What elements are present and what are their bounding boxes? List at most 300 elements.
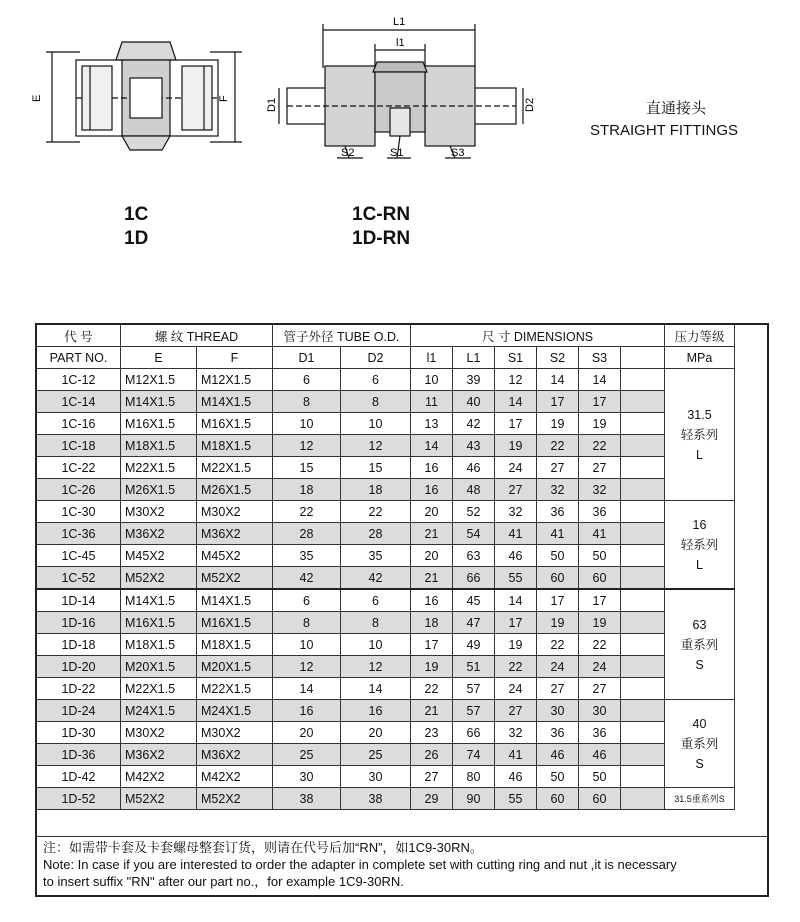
- cell-l1: 48: [453, 479, 495, 501]
- cell-l1: 80: [453, 766, 495, 788]
- cell-s3: 46: [579, 744, 621, 766]
- dim-f-label: F: [218, 95, 230, 102]
- cell-blank: [621, 766, 665, 788]
- cell-d1: 15: [273, 457, 341, 479]
- cell-f: M36X2: [197, 523, 273, 545]
- note-box: [36, 836, 768, 896]
- cell-l1: 13: [411, 413, 453, 435]
- cell-s3: 17: [579, 589, 621, 612]
- cell-s1: 12: [495, 369, 537, 391]
- pressure-series-cn: 重系列: [680, 736, 719, 751]
- pressure-value: 63: [692, 617, 707, 632]
- cell-e: M20X1.5: [121, 656, 197, 678]
- cell-s2: 14: [537, 369, 579, 391]
- cell-l1: 39: [453, 369, 495, 391]
- model-1c: 1C: [124, 204, 149, 225]
- cell-s1: 27: [495, 479, 537, 501]
- header-row-2: [37, 347, 735, 369]
- cell-blank: [621, 501, 665, 523]
- cell-e: M45X2: [121, 545, 197, 567]
- pressure-group-cell: [665, 501, 735, 590]
- table-row: [37, 656, 735, 678]
- cell-e: M42X2: [121, 766, 197, 788]
- table-row: [37, 457, 735, 479]
- cell-part: 1D-16: [37, 612, 121, 634]
- cell-part: 1D-24: [37, 700, 121, 722]
- cell-e: M52X2: [121, 788, 197, 810]
- dim-d2-label: D2: [524, 97, 536, 112]
- table-row: [37, 788, 735, 810]
- cell-d2: 8: [341, 391, 411, 413]
- table-row: [37, 435, 735, 457]
- cell-f: M16X1.5: [197, 413, 273, 435]
- cell-d1: 28: [273, 523, 341, 545]
- cell-d2: 6: [341, 589, 411, 612]
- cell-l1: 14: [411, 435, 453, 457]
- cell-f: M22X1.5: [197, 678, 273, 700]
- cell-l1: 46: [453, 457, 495, 479]
- cell-d1: 10: [273, 413, 341, 435]
- cell-l1: 54: [453, 523, 495, 545]
- cell-l1: 20: [411, 501, 453, 523]
- hdr-pressure: 压力等级: [665, 325, 735, 347]
- cell-s2: 32: [537, 479, 579, 501]
- cell-d2: 25: [341, 744, 411, 766]
- cell-d2: 28: [341, 523, 411, 545]
- cell-d2: 30: [341, 766, 411, 788]
- cell-d1: 25: [273, 744, 341, 766]
- table-row: [37, 523, 735, 545]
- cell-l1: 18: [411, 612, 453, 634]
- cell-l1: 49: [453, 634, 495, 656]
- cell-l1: 22: [411, 678, 453, 700]
- cell-f: M52X2: [197, 567, 273, 590]
- cell-s2: 50: [537, 545, 579, 567]
- cell-l1: 20: [411, 545, 453, 567]
- cell-blank: [621, 700, 665, 722]
- cell-s2: 30: [537, 700, 579, 722]
- pressure-value: 16: [692, 517, 707, 532]
- cell-blank: [621, 656, 665, 678]
- hdr-col-f: F: [197, 347, 273, 369]
- cell-s3: 19: [579, 612, 621, 634]
- table-row: [37, 479, 735, 501]
- dim-l1-label: l1: [396, 37, 405, 49]
- pressure-series-cn: 轻系列: [680, 537, 719, 552]
- pressure-series: S: [695, 657, 704, 672]
- cell-blank: [621, 589, 665, 612]
- cell-f: M14X1.5: [197, 589, 273, 612]
- hdr-col-s3: S3: [579, 347, 621, 369]
- cell-s3: 27: [579, 457, 621, 479]
- cell-d1: 6: [273, 369, 341, 391]
- title-en: STRAIGHT FITTINGS: [590, 122, 739, 139]
- cell-blank: [621, 369, 665, 391]
- cell-s1: 24: [495, 457, 537, 479]
- cell-e: M52X2: [121, 567, 197, 590]
- pressure-group-cell: 31.5重系列S: [665, 788, 735, 810]
- cell-e: M30X2: [121, 501, 197, 523]
- hdr-code-cn: 代 号: [37, 325, 121, 347]
- hdr-thread: 螺 纹 THREAD: [121, 325, 273, 347]
- cell-l1: 21: [411, 567, 453, 590]
- cell-e: M14X1.5: [121, 589, 197, 612]
- cell-l1: 10: [411, 369, 453, 391]
- cell-s1: 19: [495, 634, 537, 656]
- cell-blank: [621, 634, 665, 656]
- cell-part: 1C-12: [37, 369, 121, 391]
- cell-blank: [621, 435, 665, 457]
- cell-d2: 14: [341, 678, 411, 700]
- cell-l1: 57: [453, 700, 495, 722]
- model-1c-rn: 1C-RN: [352, 204, 411, 225]
- cell-s3: 14: [579, 369, 621, 391]
- cell-d1: 42: [273, 567, 341, 590]
- cell-blank: [621, 612, 665, 634]
- cell-d1: 10: [273, 634, 341, 656]
- cell-s2: 17: [537, 589, 579, 612]
- table-row: [37, 700, 735, 722]
- cell-d2: 16: [341, 700, 411, 722]
- cell-e: M22X1.5: [121, 678, 197, 700]
- cell-s2: 36: [537, 722, 579, 744]
- cell-part: 1C-30: [37, 501, 121, 523]
- cell-f: M18X1.5: [197, 634, 273, 656]
- fitting-body-drawing: [30, 30, 260, 160]
- cell-f: M45X2: [197, 545, 273, 567]
- cell-d2: 12: [341, 435, 411, 457]
- cell-e: M18X1.5: [121, 634, 197, 656]
- cell-l1: 17: [411, 634, 453, 656]
- note-en-2: to insert suffix "RN" after our part no.，for example 1C9-30RN.: [43, 874, 404, 889]
- cell-s3: 22: [579, 634, 621, 656]
- cell-d1: 8: [273, 612, 341, 634]
- model-1d: 1D: [124, 228, 149, 249]
- cell-l1: 42: [453, 413, 495, 435]
- cell-part: 1D-36: [37, 744, 121, 766]
- cell-f: M16X1.5: [197, 612, 273, 634]
- cell-l1: 90: [453, 788, 495, 810]
- cell-s1: 17: [495, 413, 537, 435]
- cell-e: M30X2: [121, 722, 197, 744]
- cell-s2: 22: [537, 435, 579, 457]
- cell-d2: 35: [341, 545, 411, 567]
- cell-part: 1D-30: [37, 722, 121, 744]
- cell-s1: 14: [495, 589, 537, 612]
- cell-s1: 55: [495, 567, 537, 590]
- cell-blank: [621, 788, 665, 810]
- cell-d2: 8: [341, 612, 411, 634]
- cell-f: M24X1.5: [197, 700, 273, 722]
- cell-d2: 10: [341, 413, 411, 435]
- hdr-dimensions: 尺 寸 DIMENSIONS: [411, 325, 665, 347]
- cell-s1: 19: [495, 435, 537, 457]
- title-block: [590, 98, 790, 142]
- cell-s3: 60: [579, 788, 621, 810]
- cell-f: M36X2: [197, 744, 273, 766]
- cell-part: 1C-52: [37, 567, 121, 590]
- cell-s3: 41: [579, 523, 621, 545]
- cell-s3: 50: [579, 766, 621, 788]
- cell-l1: 27: [411, 766, 453, 788]
- cell-f: M22X1.5: [197, 457, 273, 479]
- cell-s2: 60: [537, 567, 579, 590]
- cell-f: M18X1.5: [197, 435, 273, 457]
- fitting-assembly-drawing: [265, 8, 540, 168]
- cell-s3: 50: [579, 545, 621, 567]
- table-row: [37, 634, 735, 656]
- cell-part: 1D-18: [37, 634, 121, 656]
- cell-s2: 17: [537, 391, 579, 413]
- cell-e: M36X2: [121, 744, 197, 766]
- table-row: [37, 545, 735, 567]
- cell-part: 1D-14: [37, 589, 121, 612]
- table-row: [37, 612, 735, 634]
- pressure-group-cell: [665, 700, 735, 788]
- cell-e: M16X1.5: [121, 612, 197, 634]
- cell-s2: 19: [537, 413, 579, 435]
- cell-blank: [621, 479, 665, 501]
- cell-s3: 60: [579, 567, 621, 590]
- cell-l1: 74: [453, 744, 495, 766]
- cell-s2: 24: [537, 656, 579, 678]
- cell-blank: [621, 744, 665, 766]
- spec-table: [36, 324, 735, 810]
- hdr-tube: 管子外径 TUBE O.D.: [273, 325, 411, 347]
- cell-blank: [621, 545, 665, 567]
- cell-l1: 21: [411, 700, 453, 722]
- model-labels-right: [352, 203, 410, 251]
- cell-e: M24X1.5: [121, 700, 197, 722]
- dim-L1-label: L1: [393, 16, 406, 28]
- cell-s1: 22: [495, 656, 537, 678]
- cell-s3: 27: [579, 678, 621, 700]
- cell-s1: 24: [495, 678, 537, 700]
- cell-s1: 55: [495, 788, 537, 810]
- cell-s3: 36: [579, 722, 621, 744]
- cell-s3: 19: [579, 413, 621, 435]
- spec-body: [37, 369, 735, 810]
- cell-s2: 46: [537, 744, 579, 766]
- cell-f: M14X1.5: [197, 391, 273, 413]
- cell-e: M22X1.5: [121, 457, 197, 479]
- table-row: [37, 391, 735, 413]
- cell-s2: 50: [537, 766, 579, 788]
- model-labels-left: [124, 203, 148, 251]
- cell-d1: 14: [273, 678, 341, 700]
- hdr-col-s1: S1: [495, 347, 537, 369]
- cell-blank: [621, 457, 665, 479]
- cell-e: M14X1.5: [121, 391, 197, 413]
- cell-blank: [621, 678, 665, 700]
- hdr-col-s2: S2: [537, 347, 579, 369]
- table-row: [37, 722, 735, 744]
- cell-s1: 41: [495, 744, 537, 766]
- cell-s2: 22: [537, 634, 579, 656]
- cell-part: 1C-26: [37, 479, 121, 501]
- cell-l1: 51: [453, 656, 495, 678]
- cell-d2: 6: [341, 369, 411, 391]
- hdr-col-e: E: [121, 347, 197, 369]
- cell-d1: 8: [273, 391, 341, 413]
- cell-l1: 45: [453, 589, 495, 612]
- cell-part: 1D-22: [37, 678, 121, 700]
- cell-d1: 6: [273, 589, 341, 612]
- table-row: [37, 413, 735, 435]
- cell-l1: 16: [411, 589, 453, 612]
- table-row: [37, 567, 735, 590]
- dim-d1-label: D1: [266, 97, 278, 112]
- dim-e-label: E: [31, 94, 43, 102]
- note-en-1: Note: In case if you are interested to order the adapter in complete set with cutting ring and nut ,it is necessary: [43, 857, 677, 872]
- cell-e: M18X1.5: [121, 435, 197, 457]
- cell-l1: 66: [453, 567, 495, 590]
- pressure-group-cell: [665, 369, 735, 501]
- cell-d1: 22: [273, 501, 341, 523]
- cell-l1: 40: [453, 391, 495, 413]
- cell-l1: 66: [453, 722, 495, 744]
- cell-f: M30X2: [197, 722, 273, 744]
- note-cn: 注：如需带卡套及卡套螺母整套订货，则请在代号后加“RN”，如1C9-30RN。: [43, 840, 483, 855]
- cell-s2: 19: [537, 612, 579, 634]
- cell-blank: [621, 391, 665, 413]
- cell-l1: 47: [453, 612, 495, 634]
- cell-l1: 26: [411, 744, 453, 766]
- cell-s2: 27: [537, 457, 579, 479]
- cell-s3: 24: [579, 656, 621, 678]
- cell-part: 1C-16: [37, 413, 121, 435]
- table-row: [37, 744, 735, 766]
- cell-d2: 22: [341, 501, 411, 523]
- cell-e: M12X1.5: [121, 369, 197, 391]
- cell-d2: 12: [341, 656, 411, 678]
- cell-d1: 16: [273, 700, 341, 722]
- dim-s3-label: S3: [451, 147, 465, 159]
- pressure-series-cn: 轻系列: [680, 427, 719, 442]
- cell-d2: 10: [341, 634, 411, 656]
- pressure-value: 40: [692, 716, 707, 731]
- hdr-col-d1: D1: [273, 347, 341, 369]
- dim-s2-label: S2: [341, 147, 355, 159]
- cell-l1: 11: [411, 391, 453, 413]
- header-row-1: [37, 325, 735, 347]
- cell-s1: 32: [495, 501, 537, 523]
- cell-s2: 27: [537, 678, 579, 700]
- cell-d1: 38: [273, 788, 341, 810]
- cell-s2: 41: [537, 523, 579, 545]
- cell-part: 1D-52: [37, 788, 121, 810]
- hdr-col-l1: L1: [453, 347, 495, 369]
- cell-l1: 16: [411, 479, 453, 501]
- table-row: [37, 369, 735, 391]
- cell-l1: 52: [453, 501, 495, 523]
- cell-e: M16X1.5: [121, 413, 197, 435]
- pressure-series: L: [696, 447, 703, 462]
- cell-s2: 60: [537, 788, 579, 810]
- table-row: [37, 766, 735, 788]
- cell-s1: 27: [495, 700, 537, 722]
- hdr-col-l1-small: l1: [411, 347, 453, 369]
- cell-blank: [621, 413, 665, 435]
- pressure-value: 31.5: [687, 407, 712, 422]
- cell-s2: 36: [537, 501, 579, 523]
- cell-s1: 46: [495, 545, 537, 567]
- cell-part: 1C-14: [37, 391, 121, 413]
- table-row: [37, 589, 735, 612]
- table-row: [37, 678, 735, 700]
- cell-l1: 23: [411, 722, 453, 744]
- cell-part: 1C-36: [37, 523, 121, 545]
- pressure-series: L: [696, 557, 703, 572]
- cell-l1: 57: [453, 678, 495, 700]
- cell-e: M26X1.5: [121, 479, 197, 501]
- cell-l1: 21: [411, 523, 453, 545]
- cell-l1: 63: [453, 545, 495, 567]
- cell-part: 1D-42: [37, 766, 121, 788]
- cell-l1: 19: [411, 656, 453, 678]
- pressure-series-cn: 重系列: [680, 637, 719, 652]
- cell-d1: 12: [273, 435, 341, 457]
- hdr-col-d2: D2: [341, 347, 411, 369]
- cell-d1: 12: [273, 656, 341, 678]
- cell-d2: 42: [341, 567, 411, 590]
- cell-f: M12X1.5: [197, 369, 273, 391]
- cell-d1: 35: [273, 545, 341, 567]
- cell-s3: 22: [579, 435, 621, 457]
- cell-part: 1D-20: [37, 656, 121, 678]
- cell-s1: 32: [495, 722, 537, 744]
- cell-l1: 16: [411, 457, 453, 479]
- title-cn: 直通接头: [646, 100, 707, 117]
- cell-blank: [621, 523, 665, 545]
- cell-l1: 29: [411, 788, 453, 810]
- model-1d-rn: 1D-RN: [352, 228, 411, 249]
- cell-blank: [621, 567, 665, 590]
- cell-s1: 41: [495, 523, 537, 545]
- pressure-group-cell: [665, 589, 735, 700]
- cell-blank: [621, 722, 665, 744]
- cell-l1: 43: [453, 435, 495, 457]
- cell-e: M36X2: [121, 523, 197, 545]
- cell-f: M42X2: [197, 766, 273, 788]
- hdr-col-blank: [621, 347, 665, 369]
- cell-f: M30X2: [197, 501, 273, 523]
- cell-f: M26X1.5: [197, 479, 273, 501]
- cell-f: M52X2: [197, 788, 273, 810]
- cell-part: 1C-45: [37, 545, 121, 567]
- cell-s3: 17: [579, 391, 621, 413]
- cell-d2: 20: [341, 722, 411, 744]
- pressure-series: S: [695, 756, 704, 771]
- cell-d1: 18: [273, 479, 341, 501]
- cell-s3: 36: [579, 501, 621, 523]
- cell-f: M20X1.5: [197, 656, 273, 678]
- cell-s3: 32: [579, 479, 621, 501]
- hdr-pressure-unit: MPa: [665, 347, 735, 369]
- cell-s1: 14: [495, 391, 537, 413]
- cell-part: 1C-18: [37, 435, 121, 457]
- cell-d1: 30: [273, 766, 341, 788]
- cell-d2: 38: [341, 788, 411, 810]
- dim-s1-label: S1: [390, 147, 404, 159]
- cell-d2: 18: [341, 479, 411, 501]
- cell-d2: 15: [341, 457, 411, 479]
- table-row: [37, 501, 735, 523]
- cell-s1: 46: [495, 766, 537, 788]
- cell-s3: 30: [579, 700, 621, 722]
- cell-part: 1C-22: [37, 457, 121, 479]
- cell-s1: 17: [495, 612, 537, 634]
